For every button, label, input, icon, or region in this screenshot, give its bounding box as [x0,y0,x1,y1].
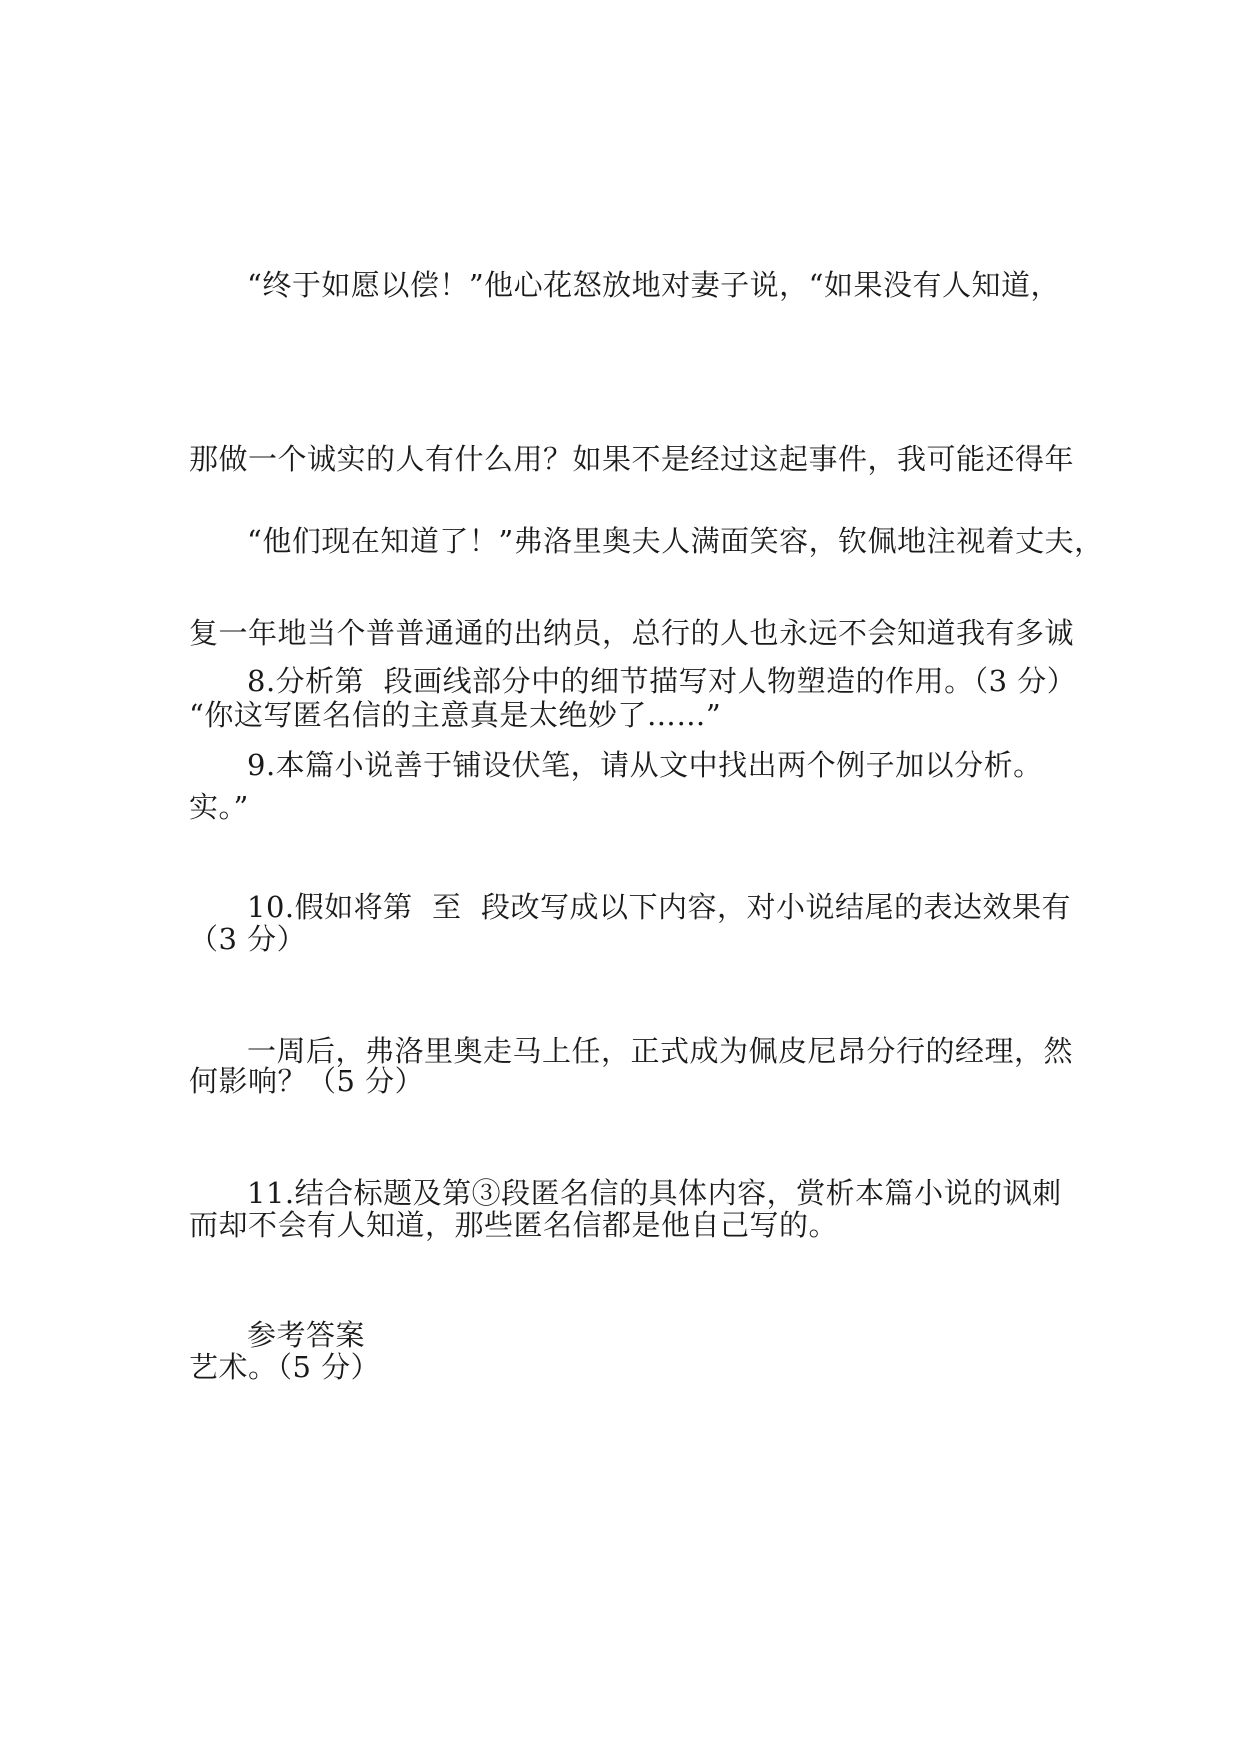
text-line: 复一年地当个普普通通的出纳员，总行的人也永远不会知道我有多诚 [189,616,1075,650]
text-line: “他们现在知道了！”弗洛里奥夫人满面笑容，钦佩地注视着丈夫， [247,524,1104,558]
text-line: 11.结合标题及第③段匿名信的具体内容，赏析本篇小说的讽刺 [247,1176,1062,1210]
text-line: （3 分） [189,922,307,956]
text-line: “你这写匿名信的主意真是太绝妙了……” [189,698,722,732]
text-line: 8.分析第 段画线部分中的细节描写对人物塑造的作用。（3 分） [247,664,1077,698]
reference-answer-heading [189,1190,1055,1480]
text-line: “终于如愿以偿！”他心花怒放地对妻子说，“如果没有人知道， [247,268,1060,302]
text-line: 何影响？（5 分） [189,1064,425,1098]
text-line: 参考答案 [247,1318,366,1352]
text-line: 那做一个诚实的人有什么用？如果不是经过这起事件，我可能还得年 [189,442,1075,476]
text-line: 10.假如将第 至 段改写成以下内容，对小说结尾的表达效果有 [247,890,1071,924]
text-line: 艺术。（5 分） [189,1350,381,1384]
text-line: 而却不会有人知道，那些匿名信都是他自己写的。 [189,1208,839,1242]
text-line: 实。” [189,790,249,824]
text-line: 一周后，弗洛里奥走马上任，正式成为佩皮尼昂分行的经理，然 [247,1034,1074,1068]
text-line: 9.本篇小说善于铺设伏笔，请从文中找出两个例子加以分析。 [247,748,1043,782]
